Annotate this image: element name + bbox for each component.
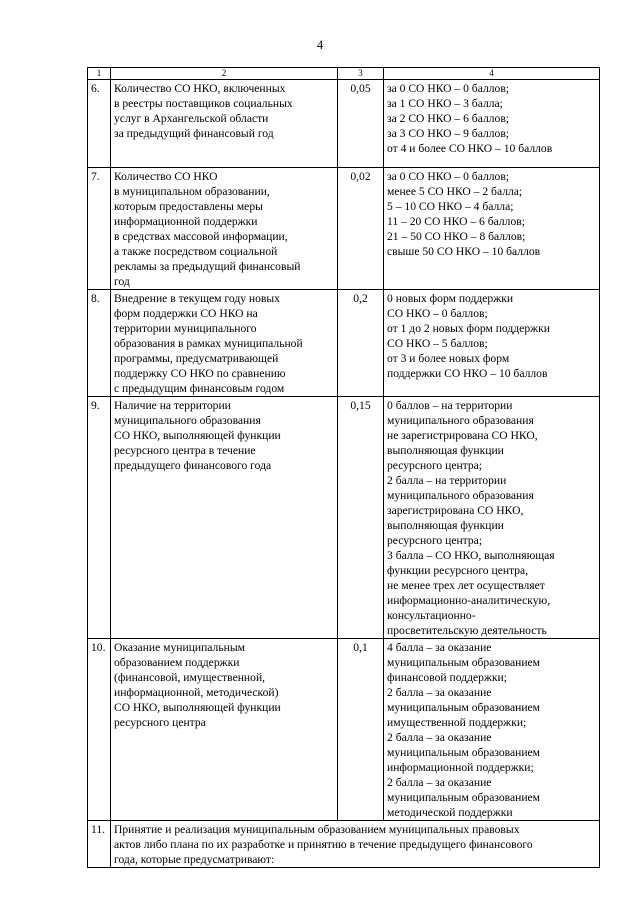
scoring-text: 0 новых форм поддержки СО НКО – 0 баллов; от 1 до 2 новых форм поддержки СО НКО – 5 баллов; от 3 и более новых форм поддержки СО НКО – 10 баллов bbox=[384, 290, 600, 397]
table-row bbox=[88, 80, 600, 168]
scoring-text: 4 балла – за оказание муниципальным образованием финансовой поддержки; 2 балла – за оказание муниципальным образованием имущественной поддержки; 2 балла – за оказание муниципальным образованием информационной поддержки; 2 балла – за оказание муниципальным образованием методической поддержки bbox=[384, 639, 600, 821]
row-number: 10. bbox=[88, 639, 111, 821]
scoring-text: за 0 СО НКО – 0 баллов; менее 5 СО НКО – 2 балла; 5 – 10 СО НКО – 4 балла; 11 – 20 СО НКО – 6 баллов; 21 – 50 СО НКО – 8 баллов; свыше 50 СО НКО – 10 баллов bbox=[384, 168, 600, 290]
weight-value: 0,05 bbox=[338, 80, 384, 168]
criterion-text: Количество СО НКО в муниципальном образовании, которым предоставлены меры информационной поддержки в средствах массовой информации, а также посредством социальной рекламы за предыдущий финансовый год bbox=[111, 168, 338, 290]
row-number: 9. bbox=[88, 397, 111, 639]
row-number: 8. bbox=[88, 290, 111, 397]
criterion-text: Внедрение в текущем году новых форм поддержки СО НКО на территории муниципального образования в рамках муниципальной программы, предусматривающей поддержку СО НКО по сравнению с предыдущим финансовым годом bbox=[111, 290, 338, 397]
page-number: 4 bbox=[316, 38, 324, 52]
table-row bbox=[88, 397, 600, 639]
weight-value: 0,15 bbox=[338, 397, 384, 639]
criteria-table bbox=[87, 67, 600, 868]
table-header-row bbox=[88, 68, 600, 80]
column-number-1: 1 bbox=[88, 68, 111, 80]
criterion-text: Наличие на территории муниципального образования СО НКО, выполняющей функции ресурсного центра в течение предыдущего финансового года bbox=[111, 397, 338, 639]
row-number: 11. bbox=[88, 821, 111, 868]
weight-value: 0,02 bbox=[338, 168, 384, 290]
scoring-text: 0 баллов – на территории муниципального образования не зарегистрирована СО НКО, выполняющая функции ресурсного центра; 2 балла – на территории муниципального образования зарегистрирована СО НКО, выполняющая функции ресурсного центра; 3 балла – СО НКО, выполняющая функции ресурсного центра, не менее трех лет осуществляет информационно-аналитическую, консультационно- просветительскую деятельность bbox=[384, 397, 600, 639]
column-number-3: 3 bbox=[338, 68, 384, 80]
table-row bbox=[88, 290, 600, 397]
table-row bbox=[88, 821, 600, 868]
criterion-text: Количество СО НКО, включенных в реестры поставщиков социальных услуг в Архангельской области за предыдущий финансовый год bbox=[111, 80, 338, 168]
column-number-2: 2 bbox=[111, 68, 338, 80]
column-number-4: 4 bbox=[384, 68, 600, 80]
weight-value: 0,2 bbox=[338, 290, 384, 397]
criterion-text: Оказание муниципальным образованием поддержки (финансовой, имущественной, информационной, методической) СО НКО, выполняющей функции ресурсного центра bbox=[111, 639, 338, 821]
table-row bbox=[88, 168, 600, 290]
weight-value: 0,1 bbox=[338, 639, 384, 821]
scoring-text: за 0 СО НКО – 0 баллов; за 1 СО НКО – 3 балла; за 2 СО НКО – 6 баллов; за 3 СО НКО – 9 баллов; от 4 и более СО НКО – 10 баллов bbox=[384, 80, 600, 168]
table-row bbox=[88, 639, 600, 821]
criterion-text: Принятие и реализация муниципальным образованием муниципальных правовых актов либо плана по их разработке и принятию в течение предыдущего финансового года, которые предусматривают: bbox=[111, 821, 600, 868]
row-number: 7. bbox=[88, 168, 111, 290]
row-number: 6. bbox=[88, 80, 111, 168]
